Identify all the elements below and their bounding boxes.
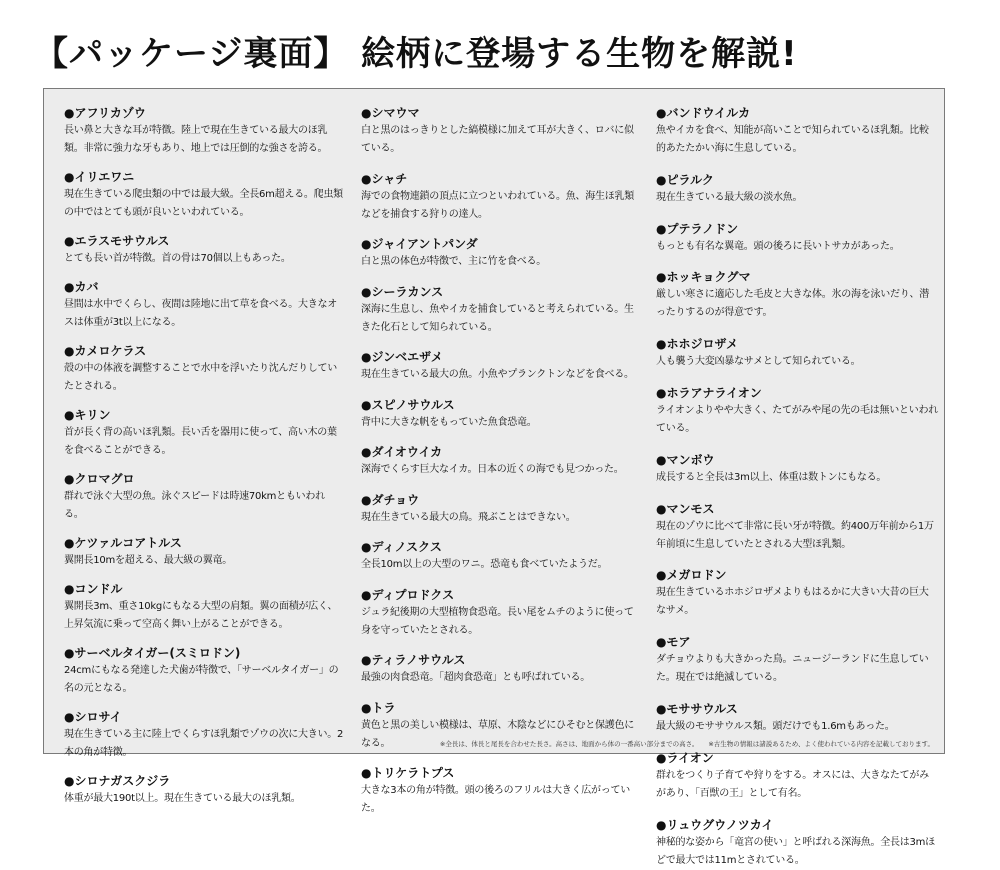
entry-african-elephant — [64, 105, 344, 158]
footnote — [334, 739, 934, 748]
entry-deinosuchus — [361, 539, 639, 574]
entry-desc: とても長い首が特徴。首の骨は70個以上もあった。 — [64, 253, 291, 264]
entry-triceratops — [361, 765, 639, 818]
entry-name: ●リュウグウノツカイ — [656, 817, 774, 832]
entry-oarfish — [656, 817, 938, 870]
entry-name: ●ホッキョクグマ — [656, 270, 751, 285]
entry-giraffe — [64, 407, 344, 460]
entry-name: ●ティラノサウルス — [361, 653, 466, 667]
entry-sunfish — [656, 452, 938, 487]
entry-name: ●ダチョウ — [361, 492, 420, 507]
entry-desc: 体重が最大190t以上。現在生きている最大のほ乳類。 — [64, 793, 301, 804]
entry-desc: 現在生きている爬虫類の中では最大級。全長6m超える。爬虫類の中ではとても頭が良いといわれている。 — [64, 189, 343, 218]
entry-desc: 白と黒の体色が特徴で、主に竹を食べる。 — [361, 256, 547, 267]
entry-desc: 最大級のモササウルス類。頭だけでも1.6mもあった。 — [656, 720, 895, 732]
entry-desc: 群れをつくり子育てや狩りをする。オスには、大きなたてがみがあり、「百獣の王」として有名。 — [656, 769, 929, 799]
entry-name: ●シャチ — [361, 171, 408, 186]
entry-desc: 翼開長10mを超える、最大級の翼竜。 — [64, 555, 232, 566]
entry-name: ●ホホジロザメ — [656, 337, 738, 352]
column-2 — [361, 105, 639, 818]
entry-spinosaurus — [361, 397, 639, 432]
entry-cave-lion — [656, 385, 938, 438]
entry-name: ●エラスモサウルス — [64, 234, 170, 248]
entry-name: ●カバ — [64, 280, 99, 294]
entry-saber-tooth-tiger — [64, 645, 344, 698]
entry-blue-whale — [64, 773, 344, 808]
entry-desc: 24cmにもなる発達した犬歯が特徴で、「サーベルタイガー」の名の元となる。 — [64, 665, 339, 694]
entry-desc: 現在生きている最大の魚。小魚やプランクトンなどを食べる。 — [361, 369, 634, 380]
entry-name: ●クロマグロ — [64, 472, 135, 486]
entry-bluefin-tuna — [64, 471, 344, 524]
entry-desc: 現在生きている主に陸上でくらすほ乳類でゾウの次に大きい。2本の角が特徴。 — [64, 729, 344, 758]
entry-name: ●アフリカゾウ — [64, 106, 146, 120]
entry-desc: 深海でくらす巨大なイカ。日本の近くの海でも見つかった。 — [361, 464, 624, 475]
column-1 — [64, 105, 344, 808]
entry-giant-panda — [361, 236, 639, 271]
entry-desc: 背中に大きな帆をもっていた魚食恐竜。 — [361, 416, 537, 428]
entry-arapaima — [656, 172, 938, 207]
entry-diplodocus — [361, 587, 639, 640]
entry-coelacanth — [361, 284, 639, 337]
entry-desc: 首が長く背の高いほ乳類。長い舌を器用に使って、高い木の葉を食べることができる。 — [64, 427, 337, 456]
entry-desc: 成長すると全長は3m以上、体重は数トンにもなる。 — [656, 471, 887, 483]
entry-name: ●ホラアナライオン — [656, 385, 762, 400]
entry-name: ●ディプロドクス — [361, 587, 455, 602]
entry-name: ●モササウルス — [656, 701, 738, 716]
entry-name: ●シロサイ — [64, 710, 122, 724]
entry-desc: 人も襲う大変凶暴なサメとして知られている。 — [656, 356, 861, 368]
entry-name: ●ジャイアントパンダ — [361, 237, 478, 251]
entry-name: ●ピラルク — [656, 172, 714, 187]
entry-giant-squid — [361, 444, 639, 479]
description-panel — [43, 88, 945, 866]
entry-desc: 大きな3本の角が特徴。頭の後ろのフリルは大きく広がっていた。 — [361, 785, 630, 814]
entry-mammoth — [656, 501, 938, 554]
entry-tyrannosaurus — [361, 652, 639, 687]
entry-desc: ダチョウよりも大きかった鳥。ニュージーランドに生息していた。現在では絶滅している。 — [656, 654, 929, 684]
entry-desc: 現在生きている最大級の淡水魚。 — [656, 191, 803, 203]
entry-name: ●モア — [656, 635, 691, 650]
entry-condor — [64, 581, 344, 634]
entry-desc: 現在生きているホホジロザメよりもはるかに大きい大昔の巨大なサメ。 — [656, 587, 929, 617]
entry-great-white-shark — [656, 336, 938, 371]
entry-saltwater-crocodile — [64, 169, 344, 222]
entry-desc: 海での食物連鎖の頂点に立つといわれている。魚、海生ほ乳類などを捕食する狩りの達人。 — [361, 190, 634, 220]
entry-name: ●ダイオウイカ — [361, 445, 443, 459]
entry-name: ●シロナガスクジラ — [64, 774, 171, 788]
entry-desc: 長い鼻と大きな耳が特徴。陸上で現在生きている最大のほ乳類。非常に強力な牙もあり、地上では圧倒的な強さを誇る。 — [64, 125, 328, 154]
entry-desc: 殻の中の体液を調整することで水中を浮いたり沈んだりしていたとされる。 — [64, 363, 337, 392]
entry-name: ●トリケラトプス — [361, 766, 455, 780]
entry-ostrich — [361, 492, 639, 527]
entry-name: ●イリエワニ — [64, 170, 135, 184]
entry-moa — [656, 634, 938, 687]
entry-desc: 昼間は水中でくらし、夜間は陸地に出て草を食べる。大きなオスは体重が3t以上になる。 — [64, 299, 337, 328]
entry-desc: 現在のゾウに比べて非常に長い牙が特徴。約400万年前から1万年前頃に生息していたとされる大型ほ乳類。 — [656, 520, 934, 550]
entry-desc: 深海に生息し、魚やイカを捕食していると考えられている。生きた化石として知られている。 — [361, 303, 634, 333]
entry-desc: もっとも有名な翼竜。頭の後ろに長いトサカがあった。 — [656, 240, 900, 252]
entry-desc: 厳しい寒さに適応した毛皮と大きな体。氷の海を泳いだり、潜ったりするのが得意です。 — [656, 289, 929, 319]
entry-hippo — [64, 279, 344, 332]
page-title: 【パッケージ裏面】 絵柄に登場する生物を解説! — [34, 34, 798, 74]
entry-name: ●ライオン — [656, 750, 714, 765]
entry-name: ●ケツァルコアトルス — [64, 536, 182, 550]
entry-name: ●シマウマ — [361, 106, 420, 120]
entry-name: ●サーベルタイガー(スミロドン) — [64, 646, 241, 660]
footnote-paleo-info: ※古生物の情報は諸説あるため、よく使われている内容を記載しております。 — [708, 740, 934, 748]
entry-orca — [361, 171, 639, 224]
entry-desc: 群れで泳ぐ大型の魚。泳ぐスピードは時速70kmともいわれる。 — [64, 491, 325, 520]
entry-name: ●メガロドン — [656, 568, 727, 583]
entry-white-rhino — [64, 709, 344, 762]
entry-desc: 黄色と黒の美しい模様は、草原、木陰などにひそむと保護色になる。 — [361, 719, 634, 749]
entry-desc: 最強の肉食恐竜。「超肉食恐竜」とも呼ばれている。 — [361, 672, 590, 683]
entry-lion — [656, 750, 938, 803]
entry-desc: 魚やイカを食べ、知能が高いことで知られているほ乳類。比較的あたたかい海に生息している。 — [656, 125, 929, 154]
entry-name: ●ジンベエザメ — [361, 350, 443, 364]
entry-mosasaurus — [656, 701, 938, 736]
entry-name: ●スピノサウルス — [361, 397, 455, 412]
entry-desc: ジュラ紀後期の大型植物食恐竜。長い尾をムチのように使って身を守っていたとされる。 — [361, 606, 634, 636]
entry-name: ●マンモス — [656, 501, 715, 516]
entry-name: ●キリン — [64, 408, 111, 422]
entry-desc: 翼開長3m、重さ10kgにもなる大型の肩類。翼の面積が広く、上昇気流に乗って空高く舞い上がることができる。 — [64, 601, 338, 630]
entry-desc: ライオンよりやや大きく、たてがみや尾の先の毛は無いといわれている。 — [656, 404, 938, 434]
column-3 — [656, 105, 938, 870]
entry-name: ●コンドル — [64, 582, 123, 596]
entry-quetzalcoatlus — [64, 535, 344, 570]
entry-name: ●シーラカンス — [361, 284, 444, 299]
entry-desc: 全長10m以上の大型のワニ。恐竜も食べていたようだ。 — [361, 559, 608, 570]
entry-zebra — [361, 105, 639, 158]
entry-name: ●バンドウイルカ — [656, 106, 751, 120]
entry-polar-bear — [656, 269, 938, 322]
entry-name: ●プテラノドン — [656, 221, 739, 236]
entry-desc: 神秘的な姿から「竜宮の使い」と呼ばれる深海魚。全長は3mほどで最大では11mとされている。 — [656, 836, 935, 866]
footnote-measurement: ※全長は、体長と尾長を合わせた長さ。高さは、地面から体の一番高い部分までの高さ。 — [439, 740, 699, 748]
entry-name: ●トラ — [361, 700, 396, 715]
entry-bottlenose-dolphin — [656, 105, 938, 158]
entry-megalodon — [656, 567, 938, 620]
entry-elasmosaurus — [64, 233, 344, 268]
entry-desc: 白と黒のはっきりとした縞模様に加えて耳が大きく、ロバに似ている。 — [361, 125, 634, 154]
entry-name: ●カメロケラス — [64, 344, 147, 358]
entry-whale-shark — [361, 349, 639, 384]
entry-desc: 現在生きている最大の鳥。飛ぶことはできない。 — [361, 511, 576, 523]
entry-name: ●マンボウ — [656, 452, 715, 467]
entry-pteranodon — [656, 221, 938, 256]
entry-name: ●ディノスクス — [361, 540, 442, 554]
entry-cameroceras — [64, 343, 344, 396]
